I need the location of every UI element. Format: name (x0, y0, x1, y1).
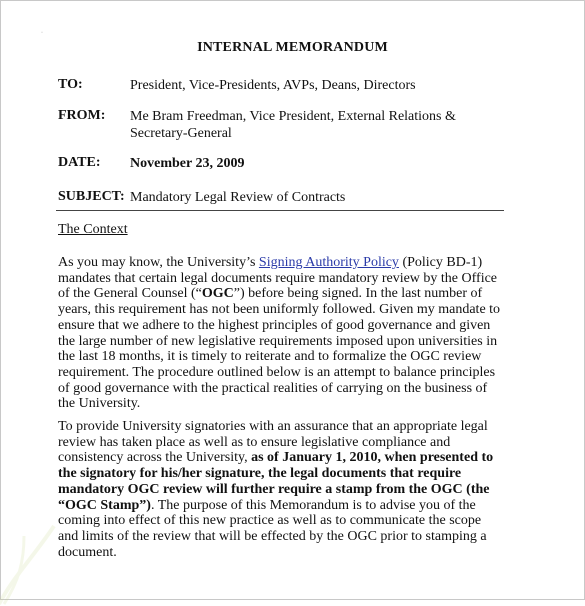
p2-text-end: . The purpose of this Memorandum is to advise you of the coming into effect of this new practice as well as to communicate the scope and limits of the review that will be effected by the OGC prior to stamping a document. (58, 497, 487, 560)
p2-text-start: To provide University signatories with an assurance that an appropriate legal review has taken place as well as to ensure legislative compliance and consistency across the University, (58, 419, 488, 466)
p1-text-mid: (Policy BD-1) mandates that certain legal documents require mandatory review by the Office of the General Counsel (“ (58, 255, 498, 302)
p1-text-start: As you may know, the University’s (58, 255, 259, 270)
date-label: DATE: (58, 155, 101, 170)
paragraph-context-2 (58, 419, 504, 560)
from-value: Me Bram Freedman, Vice President, External Relations & Secretary-General (130, 109, 456, 141)
section-heading-context: The Context (58, 222, 128, 237)
subject-label: SUBJECT: (58, 189, 125, 204)
ogc-term: OGC (201, 286, 234, 302)
memo-title: INTERNAL MEMORANDUM (197, 40, 388, 55)
p2-bold-requirement: as of January 1, 2010, when presented to the signatory for his/her signature, the legal documents that require mandatory OGC review will further require a stamp from the OGC (the “OGC Stamp”) (58, 450, 494, 513)
header-divider (56, 210, 504, 211)
to-label: TO: (58, 77, 83, 92)
paragraph-context-1 (58, 255, 504, 412)
p1-text-end: ”) before being signed. In the last number of years, this requirement has not been uniformly followed. Given my mandate to ensure that we adhere to the highest principles of good governance and given the large number of new legislative requirements imposed upon universities in the last 18 months, it is timely to reiterate and to formalize the OGC review requirement. The procedure outlined below is an attempt to balance principles of good governance with the practical realities of carrying on the business of the University. (58, 286, 501, 412)
to-value: President, Vice-Presidents, AVPs, Deans, Directors (130, 78, 416, 93)
signing-authority-policy-link[interactable]: Signing Authority Policy (258, 255, 399, 270)
scan-speck: · (41, 30, 43, 36)
date-value: November 23, 2009 (130, 156, 245, 171)
subject-value: Mandatory Legal Review of Contracts (130, 190, 346, 205)
watermark-decoration (0, 516, 64, 606)
from-label: FROM: (58, 108, 106, 123)
